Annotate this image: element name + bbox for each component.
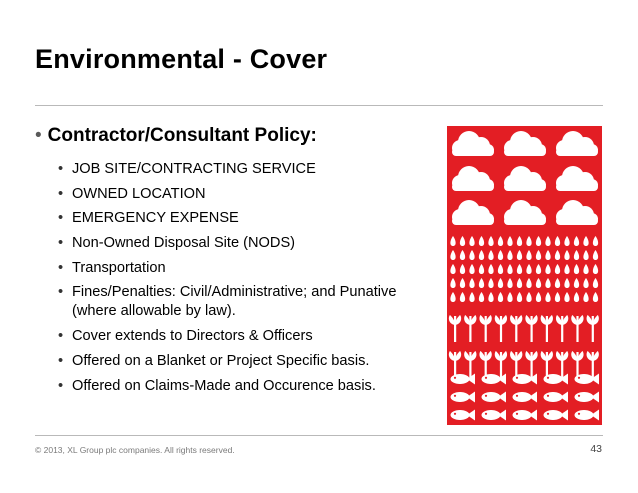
water-drop-icon <box>507 264 512 274</box>
water-drop-icon <box>526 236 531 246</box>
bullet-item: • Cover extends to Directors & Officers <box>58 327 438 346</box>
water-drop-icon <box>574 264 579 274</box>
cloud-icon <box>556 131 598 156</box>
water-drop-icon <box>488 250 493 260</box>
water-drop-icon <box>583 292 588 302</box>
plant-sprout-icon <box>479 351 491 378</box>
water-drop-icon <box>536 278 541 288</box>
water-drop-icon <box>479 292 484 302</box>
water-drop-icon <box>545 236 550 246</box>
water-drop-icon <box>460 264 465 274</box>
water-drop-icon <box>545 250 550 260</box>
bullet-item: • JOB SITE/CONTRACTING SERVICE <box>58 160 438 179</box>
fish-icon <box>482 410 507 421</box>
copyright-text: © 2013, XL Group plc companies. All rights reserved. <box>35 445 235 455</box>
water-drop-icon <box>498 264 503 274</box>
water-drop-icon <box>488 264 493 274</box>
plant-sprout-icon <box>449 315 461 342</box>
water-drop-icon <box>469 278 474 288</box>
water-drop-icon <box>555 292 560 302</box>
water-drop-icon <box>574 236 579 246</box>
water-drop-icon <box>564 292 569 302</box>
water-drop-icon <box>583 264 588 274</box>
water-drop-icon <box>517 292 522 302</box>
section-heading <box>35 125 317 147</box>
plant-sprout-icon <box>571 351 583 378</box>
bullet-item: • EMERGENCY EXPENSE <box>58 209 438 228</box>
water-drop-icon <box>460 236 465 246</box>
water-drop-icon <box>536 264 541 274</box>
plant-sprout-icon <box>464 315 476 342</box>
water-drop-icon <box>593 292 598 302</box>
bullet-item: • Transportation <box>58 259 438 278</box>
water-drop-icon <box>517 264 522 274</box>
water-drop-icon <box>536 250 541 260</box>
fish-icon <box>575 374 600 385</box>
water-drop-icon <box>498 278 503 288</box>
water-drop-icon <box>460 292 465 302</box>
water-drop-icon <box>469 236 474 246</box>
footer-divider <box>35 435 603 436</box>
water-drop-icon <box>555 264 560 274</box>
water-drop-icon <box>526 278 531 288</box>
fish-icon <box>482 392 507 403</box>
water-drop-icon <box>479 278 484 288</box>
water-drop-icon <box>564 250 569 260</box>
water-drop-icon <box>526 250 531 260</box>
fish-icon <box>513 392 538 403</box>
water-drop-icon <box>545 278 550 288</box>
water-drop-icon <box>593 250 598 260</box>
fish-icon <box>451 410 476 421</box>
water-drop-icon <box>507 236 512 246</box>
water-drop-icon <box>488 278 493 288</box>
water-drop-icon <box>450 236 455 246</box>
plant-sprout-icon <box>449 351 461 378</box>
water-drop-icon <box>545 264 550 274</box>
water-drop-icon <box>574 278 579 288</box>
cloud-icon <box>556 166 598 191</box>
slide-title: Environmental - Cover <box>35 44 328 74</box>
water-drop-icon <box>564 264 569 274</box>
water-drop-icon <box>545 292 550 302</box>
water-drop-icon <box>593 236 598 246</box>
water-drop-icon <box>450 264 455 274</box>
cloud-icon <box>452 131 494 156</box>
water-drop-icon <box>479 236 484 246</box>
bullet-list <box>58 160 438 401</box>
cloud-icon <box>504 166 546 191</box>
water-drop-icon <box>517 250 522 260</box>
water-drop-icon <box>574 250 579 260</box>
fish-icon <box>544 392 569 403</box>
water-drop-icon <box>450 250 455 260</box>
plant-sprout-icon <box>525 315 537 342</box>
section-heading-text: Contractor/Consultant Policy: <box>47 125 317 146</box>
fish-icon <box>513 374 538 385</box>
fish-icon <box>544 410 569 421</box>
fish-icon <box>513 410 538 421</box>
water-drop-icon <box>555 278 560 288</box>
water-drop-icon <box>536 236 541 246</box>
bullet-item: • Fines/Penalties: Civil/Administrative; and Punative (where allowable by law). <box>58 283 438 321</box>
water-drop-icon <box>479 250 484 260</box>
fish-icon <box>451 392 476 403</box>
water-drop-icon <box>593 278 598 288</box>
water-drop-icon <box>564 278 569 288</box>
water-drop-icon <box>507 292 512 302</box>
plant-sprout-icon <box>495 351 507 378</box>
cloud-icon <box>452 166 494 191</box>
decorative-icon-panel <box>447 126 602 425</box>
icon-pattern <box>447 126 602 425</box>
plant-sprout-icon <box>525 351 537 378</box>
bullet-item: • Offered on Claims-Made and Occurence basis. <box>58 377 438 396</box>
plant-sprout-icon <box>510 315 522 342</box>
water-drop-icon <box>498 236 503 246</box>
water-drop-icon <box>460 278 465 288</box>
plant-sprout-icon <box>587 351 599 378</box>
plant-sprout-icon <box>510 351 522 378</box>
water-drop-icon <box>574 292 579 302</box>
water-drop-icon <box>583 250 588 260</box>
bullet-item: • Offered on a Blanket or Project Specific basis. <box>58 352 438 371</box>
water-drop-icon <box>517 236 522 246</box>
water-drop-icon <box>488 236 493 246</box>
water-drop-icon <box>450 292 455 302</box>
fish-icon <box>575 410 600 421</box>
plant-sprout-icon <box>495 315 507 342</box>
title-divider <box>35 105 603 106</box>
water-drop-icon <box>479 264 484 274</box>
plant-sprout-icon <box>479 315 491 342</box>
water-drop-icon <box>536 292 541 302</box>
plant-sprout-icon <box>587 315 599 342</box>
cloud-icon <box>452 200 494 225</box>
plant-sprout-icon <box>541 351 553 378</box>
cloud-icon <box>556 200 598 225</box>
plant-sprout-icon <box>556 315 568 342</box>
water-drop-icon <box>517 278 522 288</box>
water-drop-icon <box>593 264 598 274</box>
fish-icon <box>575 392 600 403</box>
water-drop-icon <box>469 250 474 260</box>
bullet-item: • Non-Owned Disposal Site (NODS) <box>58 234 438 253</box>
water-drop-icon <box>564 236 569 246</box>
bullet-item: • OWNED LOCATION <box>58 185 438 204</box>
page-number: 43 <box>590 443 602 455</box>
water-drop-icon <box>555 236 560 246</box>
water-drop-icon <box>526 292 531 302</box>
plant-sprout-icon <box>541 315 553 342</box>
water-drop-icon <box>583 236 588 246</box>
water-drop-icon <box>469 292 474 302</box>
fish-icon <box>482 374 507 385</box>
water-drop-icon <box>555 250 560 260</box>
fish-icon <box>544 374 569 385</box>
water-drop-icon <box>460 250 465 260</box>
water-drop-icon <box>450 278 455 288</box>
water-drop-icon <box>498 250 503 260</box>
plant-sprout-icon <box>571 315 583 342</box>
water-drop-icon <box>498 292 503 302</box>
heading-bullet: • <box>35 125 42 146</box>
water-drop-icon <box>469 264 474 274</box>
plant-sprout-icon <box>556 351 568 378</box>
water-drop-icon <box>526 264 531 274</box>
cloud-icon <box>504 131 546 156</box>
water-drop-icon <box>488 292 493 302</box>
water-drop-icon <box>507 250 512 260</box>
water-drop-icon <box>583 278 588 288</box>
cloud-icon <box>504 200 546 225</box>
water-drop-icon <box>507 278 512 288</box>
